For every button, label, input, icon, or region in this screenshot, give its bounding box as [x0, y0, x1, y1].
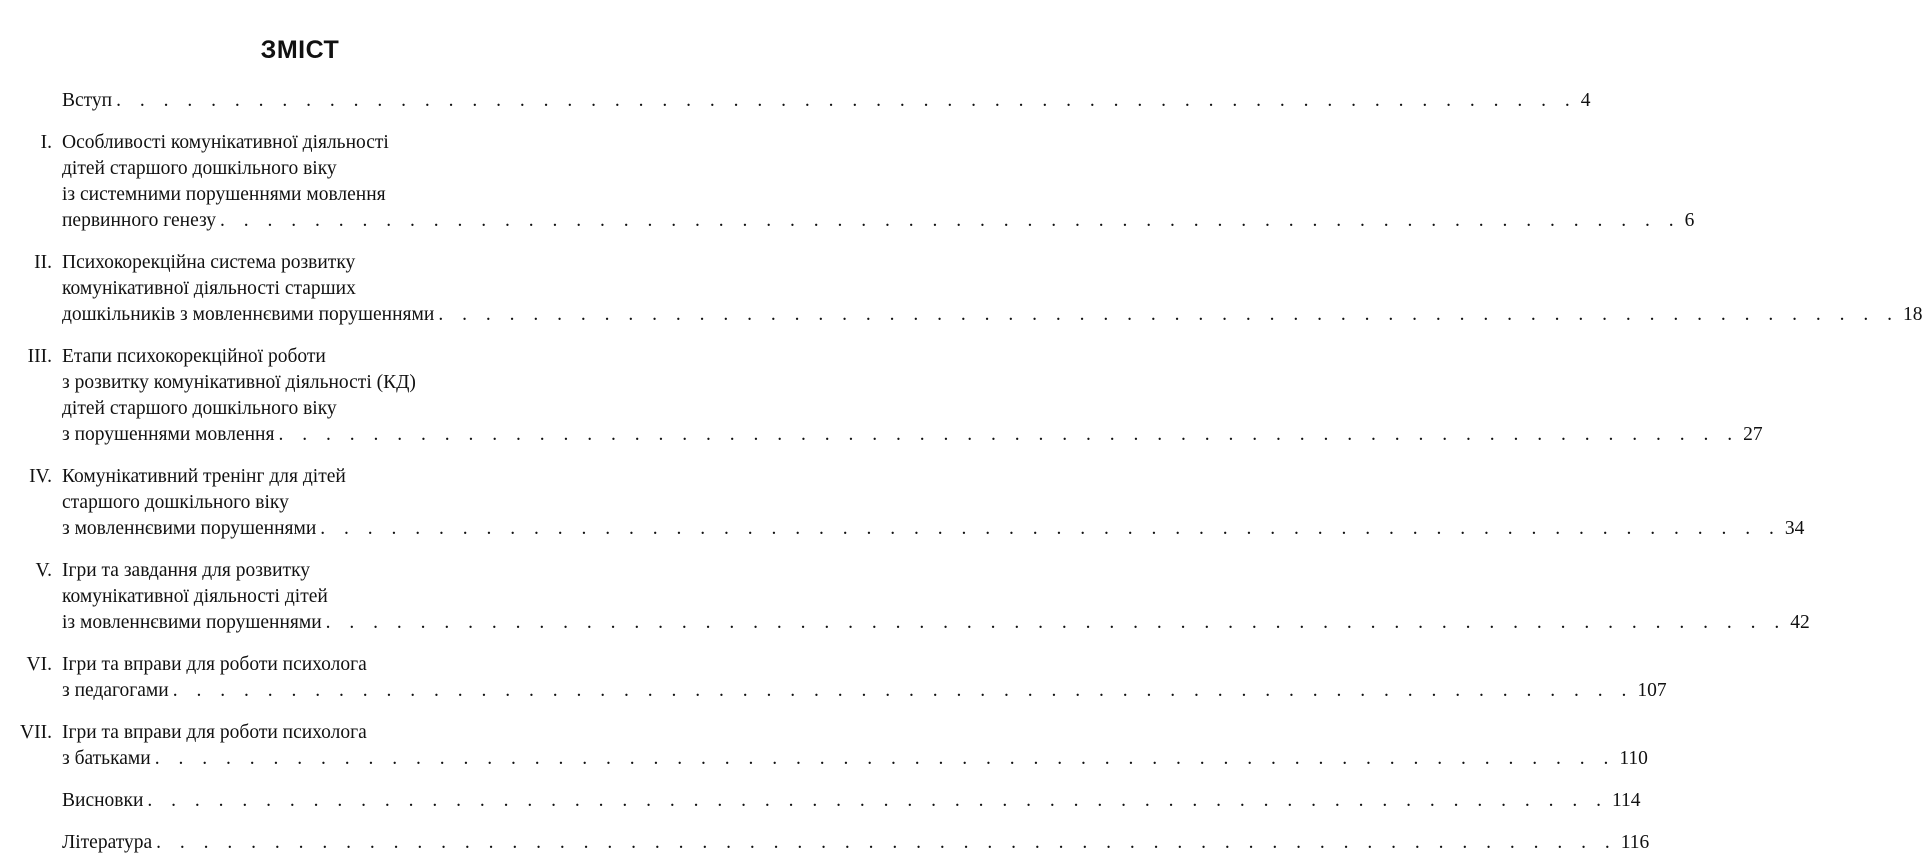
toc-page-number: 110	[1619, 748, 1648, 769]
toc-entry-line: Ігри та вправи для роботи психолога	[62, 654, 367, 675]
dot-leader: . . . . . . . . . . . . . . . . . . . . . . . . . . . . . . . . . . . . . . . . . . . . . . . . . . . . . . . . . . . . . .	[220, 210, 1681, 231]
toc-entry-numeral: VII.	[20, 722, 52, 743]
toc-entry-last-line	[62, 788, 1641, 814]
toc-entry-title: з педагогами	[62, 680, 169, 701]
dot-leader: . . . . . . . . . . . . . . . . . . . . . . . . . . . . . . . . . . . . . . . . . . . . . . . . . . . . . . . . . . . . . .	[154, 748, 1616, 769]
table-of-contents	[0, 88, 1922, 856]
toc-entry-intro	[0, 88, 1591, 114]
toc-entry-numeral: II.	[34, 252, 52, 273]
toc-entry-line: комунікативної діяльності старших	[62, 278, 356, 299]
toc-entry-7	[0, 720, 1648, 772]
toc-entry-numeral: III.	[27, 346, 52, 367]
toc-entry-title: Література	[62, 832, 153, 853]
page-title: ЗМІСТ	[260, 36, 340, 64]
dot-leader: . . . . . . . . . . . . . . . . . . . . . . . . . . . . . . . . . . . . . . . . . . . . . . . . . . . . . . . . . . . . . .	[320, 518, 1781, 539]
toc-entry-last-line	[62, 422, 1763, 448]
toc-entry-line: Етапи психокорекційної роботи	[62, 346, 326, 367]
toc-entry-6	[0, 652, 1667, 704]
toc-entry-2	[0, 250, 1922, 328]
toc-entry-numeral: VI.	[26, 654, 52, 675]
toc-entry-line: із системними порушеннями мовлення	[62, 184, 386, 205]
toc-entry-1	[0, 130, 1695, 234]
toc-entry-4	[0, 464, 1805, 542]
toc-entry-last-line	[62, 208, 1695, 234]
toc-entry-title: із мовленнєвими порушеннями	[62, 612, 322, 633]
toc-entry-last-line	[62, 830, 1650, 856]
toc-entry-line: Комунікативний тренінг для дітей	[62, 466, 346, 487]
dot-leader: . . . . . . . . . . . . . . . . . . . . . . . . . . . . . . . . . . . . . . . . . . . . . . . . . . . . . . . . . . . . . .	[172, 680, 1634, 701]
toc-entry-literature	[0, 830, 1650, 856]
dot-leader: . . . . . . . . . . . . . . . . . . . . . . . . . . . . . . . . . . . . . . . . . . . . . . . . . . . . . . . . . . . . . .	[325, 612, 1787, 633]
toc-entry-line: старшого дошкільного віку	[62, 492, 289, 513]
toc-entry-line: дітей старшого дошкільного віку	[62, 398, 337, 419]
toc-entry-last-line	[62, 516, 1805, 542]
toc-page-number: 4	[1580, 90, 1591, 111]
dot-leader: . . . . . . . . . . . . . . . . . . . . . . . . . . . . . . . . . . . . . . . . . . . . . . . . . . . . . . . . . . . . . .	[156, 832, 1617, 853]
toc-entry-last-line	[62, 610, 1810, 636]
toc-entry-5	[0, 558, 1810, 636]
toc-entry-last-line	[62, 678, 1667, 704]
toc-entry-title: з мовленнєвими порушеннями	[62, 518, 317, 539]
toc-entry-numeral: V.	[35, 560, 52, 581]
toc-page-number: 27	[1743, 424, 1763, 445]
toc-entry-conclusions	[0, 788, 1641, 814]
dot-leader: . . . . . . . . . . . . . . . . . . . . . . . . . . . . . . . . . . . . . . . . . . . . . . . . . . . . . . . . . . . . . .	[116, 90, 1577, 111]
toc-entry-line: комунікативної діяльності дітей	[62, 586, 328, 607]
toc-entry-line: з розвитку комунікативної діяльності (КД)	[62, 372, 416, 393]
toc-entry-title: Вступ	[62, 90, 113, 111]
toc-entry-line: Особливості комунікативної діяльності	[62, 132, 389, 153]
toc-page-number: 107	[1637, 680, 1667, 701]
toc-page-number: 6	[1684, 210, 1695, 231]
toc-entry-last-line	[62, 746, 1648, 772]
toc-entry-last-line	[62, 302, 1922, 328]
toc-page-number: 34	[1784, 518, 1805, 539]
dot-leader: . . . . . . . . . . . . . . . . . . . . . . . . . . . . . . . . . . . . . . . . . . . . . . . . . . . . . . . . . . . . . .	[147, 790, 1609, 811]
toc-entry-last-line	[62, 88, 1591, 114]
toc-entry-3	[0, 344, 1763, 448]
toc-entry-title: з батьками	[62, 748, 151, 769]
toc-entry-line: дітей старшого дошкільного віку	[62, 158, 337, 179]
toc-page-number: 116	[1620, 832, 1650, 853]
dot-leader: . . . . . . . . . . . . . . . . . . . . . . . . . . . . . . . . . . . . . . . . . . . . . . . . . . . . . . . . . . . . . .	[438, 304, 1899, 325]
toc-entry-line: Ігри та вправи для роботи психолога	[62, 722, 367, 743]
toc-page-number: 18	[1902, 304, 1922, 325]
toc-entry-numeral: IV.	[29, 466, 52, 487]
toc-entry-title: первинного генезу	[62, 210, 217, 231]
toc-entry-title: Висновки	[62, 790, 144, 811]
toc-page-number: 114	[1612, 790, 1641, 811]
toc-entry-line: Ігри та завдання для розвитку	[62, 560, 311, 581]
toc-page-number: 42	[1790, 612, 1810, 633]
dot-leader: . . . . . . . . . . . . . . . . . . . . . . . . . . . . . . . . . . . . . . . . . . . . . . . . . . . . . . . . . . . . . .	[278, 424, 1740, 445]
toc-entry-numeral: I.	[40, 132, 52, 153]
toc-entry-line: Психокорекційна система розвитку	[62, 252, 356, 273]
toc-entry-title: з порушеннями мовлення	[62, 424, 275, 445]
toc-entry-title: дошкільників з мовленнєвими порушеннями	[62, 304, 435, 325]
